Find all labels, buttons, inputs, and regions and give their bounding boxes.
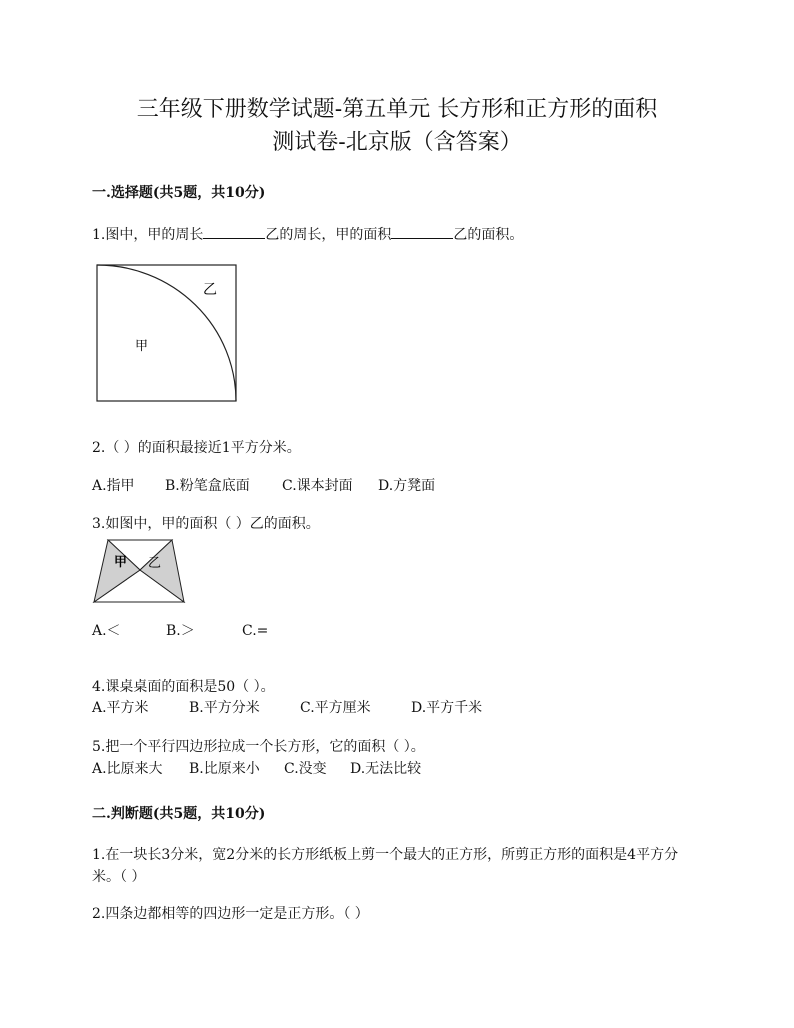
question-1-text-c: 乙的面积。 [453, 227, 524, 243]
q3-option-a[interactable]: A.＜ [92, 623, 121, 639]
q4-option-b[interactable]: B.平方分米 [189, 700, 260, 716]
q4-option-c[interactable]: C.平方厘米 [300, 700, 371, 716]
question-5-options [92, 759, 421, 779]
title-line-1: 三年级下册数学试题-第五单元 长方形和正方形的面积 [136, 97, 658, 122]
section-1-heading: 一.选择题(共5题，共10分) [92, 185, 266, 201]
q4-option-d[interactable]: D.平方千米 [411, 700, 483, 716]
figure-label-yi: 乙 [203, 282, 217, 298]
q3-option-b[interactable]: B.＞ [166, 623, 195, 639]
answer-blank-1[interactable] [203, 224, 265, 239]
q2-option-c[interactable]: C.课本封面 [282, 478, 353, 494]
trapezoid-label-yi: 乙 [148, 556, 162, 571]
question-1-text-b: 乙的周长，甲的面积 [265, 227, 392, 243]
question-1-text-a: 1.图中，甲的周长 [92, 227, 204, 243]
title-line-2: 测试卷-北京版（含答案） [272, 130, 522, 155]
q2-option-a[interactable]: A.指甲 [92, 478, 135, 494]
q4-option-a[interactable]: A.平方米 [92, 700, 149, 716]
trapezoid-figure [92, 538, 188, 604]
q5-option-a[interactable]: A.比原来大 [92, 761, 163, 777]
trapezoid-label-jia: 甲 [114, 555, 128, 570]
q2-option-d[interactable]: D.方凳面 [378, 478, 436, 494]
judgement-2: 2.四条边都相等的四边形一定是正方形。（ ） [92, 906, 369, 922]
question-3: 3.如图中，甲的面积（ ）乙的面积。 [92, 516, 320, 532]
question-3-options [92, 621, 268, 641]
question-4-options [92, 698, 482, 718]
answer-blank-2[interactable] [391, 224, 453, 239]
q5-option-d[interactable]: D.无法比较 [350, 761, 422, 777]
quarter-circle-figure [96, 264, 238, 404]
judgement-1: 1.在一块长3分米，宽2分米的长方形纸板上剪一个最大的正方形，所剪正方形的面积是4平方分米。（ ） [92, 847, 679, 885]
q5-option-b[interactable]: B.比原来小 [189, 761, 260, 777]
q5-option-c[interactable]: C.没变 [284, 761, 327, 777]
q2-option-b[interactable]: B.粉笔盒底面 [165, 478, 250, 494]
figure-label-jia: 甲 [135, 339, 149, 354]
question-4: 4.课桌桌面的面积是50（ ）。 [92, 679, 275, 695]
question-2-options [92, 476, 435, 496]
section-2-heading: 二.判断题(共5题，共10分) [92, 806, 266, 822]
question-1 [92, 224, 523, 245]
question-5: 5.把一个平行四边形拉成一个长方形，它的面积（ ）。 [92, 739, 425, 755]
q3-option-c[interactable]: C.= [242, 623, 269, 639]
question-2: 2.（ ）的面积最接近1平方分米。 [92, 440, 301, 456]
